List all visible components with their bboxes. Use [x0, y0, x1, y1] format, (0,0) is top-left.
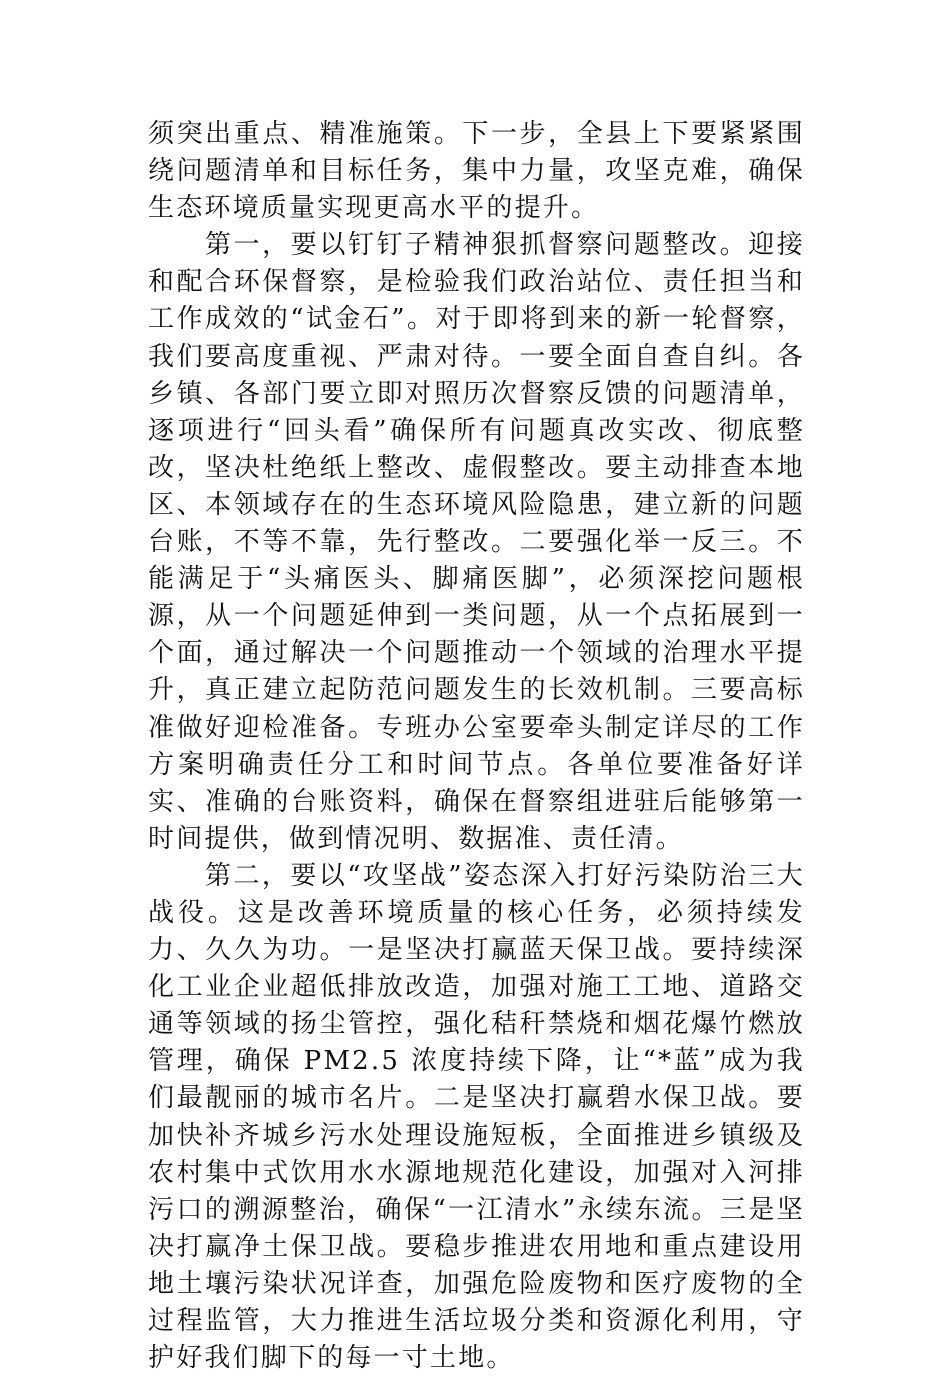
paragraph-first-point: 第一，要以钉钉子精神狠抓督察问题整改。迎接和配合环保督察，是检验我们政治站位、责任担当和工作成效的“试金石”。对于即将到来的新一轮督察，我们要高度重视、严肃对待。一要全面自查自纠。各乡镇、各部门要立即对照历次督察反馈的问题清单，逐项进行“回头看”确保所有问题真改实改、彻底整改，坚决杜绝纸上整改、虚假整改。要主动排查本地区、本领域存在的生态环境风险隐患，建立新的问题台账，不等不靠，先行整改。二要强化举一反三。不能满足于“头痛医头、脚痛医脚”，必须深挖问题根源，从一个问题延伸到一类问题，从一个点拓展到一个面，通过解决一个问题推动一个领域的治理水平提升，真正建立起防范问题发生的长效机制。三要高标准做好迎检准备。专班办公室要牵头制定详尽的工作方案明确责任分工和时间节点。各单位要准备好详实、准确的台账资料，确保在督察组进驻后能够第一时间提供，做到情况明、数据准、责任清。	[148, 230, 805, 854]
document-body	[148, 116, 805, 1377]
paragraph-second-point: 第二，要以“攻坚战”姿态深入打好污染防治三大战役。这是改善环境质量的核心任务，必须持续发力、久久为功。一是坚决打赢蓝天保卫战。要持续深化工业企业超低排放改造，加强对施工工地、道路交通等领域的扬尘管控，强化秸秆禁烧和烟花爆竹燃放管理，确保 PM2.5 浓度持续下降，让“*蓝”成为我们最靓丽的城市名片。二是坚决打赢碧水保卫战。要加快补齐城乡污水处理设施短板，全面推进乡镇级及农村集中式饮用水水源地规范化建设，加强对入河排污口的溯源整治，确保“一江清水”永续东流。三是坚决打赢净土保卫战。要稳步推进农用地和重点建设用地土壤污染状况详查，加强危险废物和医疗废物的全过程监管，大力推进生活垃圾分类和资源化利用，守护好我们脚下的每一寸土地。	[148, 860, 805, 1374]
paragraph-continuation: 须突出重点、精准施策。下一步，全县上下要紧紧围绕问题清单和目标任务，集中力量，攻坚克难，确保生态环境质量实现更高水平的提升。	[148, 119, 805, 224]
